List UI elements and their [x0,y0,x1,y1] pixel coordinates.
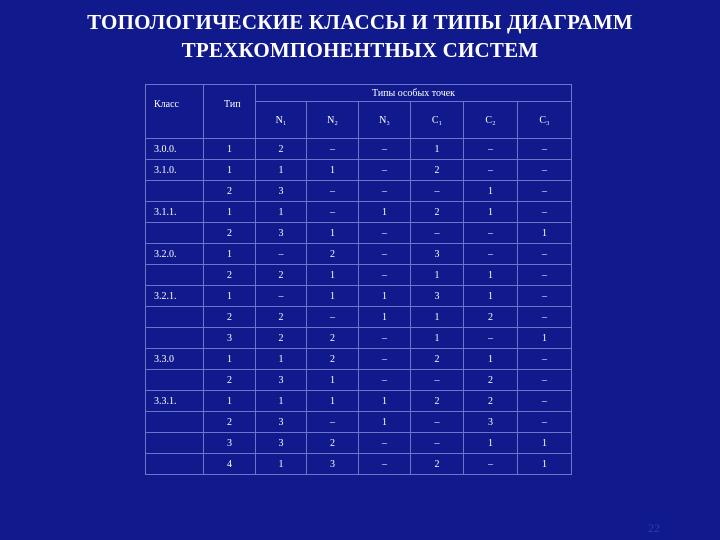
column-header: N₃ [359,102,411,139]
class-cell [146,370,204,391]
type-cell: 1 [204,349,256,370]
value-cell: 3 [307,454,359,475]
value-cell: 1 [256,202,307,223]
value-cell: 1 [307,286,359,307]
value-cell: – [411,223,464,244]
value-cell: – [518,202,572,223]
table-row [146,433,572,454]
value-cell: – [411,181,464,202]
table-row [146,139,572,160]
value-cell: – [411,370,464,391]
header-type: Тип [204,85,256,139]
value-cell: – [518,307,572,328]
value-cell: 3 [411,286,464,307]
table-row [146,181,572,202]
page-number: 22 [648,521,660,535]
table-row [146,244,572,265]
value-cell: 1 [518,223,572,244]
type-cell: 4 [204,454,256,475]
value-cell: – [518,265,572,286]
value-cell: 3 [256,181,307,202]
value-cell: 2 [256,139,307,160]
table-row [146,265,572,286]
type-cell: 2 [204,370,256,391]
type-cell: 3 [204,433,256,454]
table-row [146,370,572,391]
value-cell: – [464,223,518,244]
value-cell: 2 [464,307,518,328]
value-cell: 3 [256,370,307,391]
type-cell: 2 [204,265,256,286]
class-cell: 3.3.0 [146,349,204,370]
table-row [146,223,572,244]
table-row [146,454,572,475]
value-cell: 1 [256,454,307,475]
class-cell [146,223,204,244]
type-cell: 2 [204,412,256,433]
value-cell: – [518,181,572,202]
value-cell: 1 [411,328,464,349]
table-row [146,307,572,328]
value-cell: – [359,370,411,391]
value-cell: – [359,328,411,349]
value-cell: – [411,433,464,454]
value-cell: – [307,202,359,223]
column-header: C₂ [464,102,518,139]
value-cell: – [359,244,411,265]
value-cell: – [256,286,307,307]
table-row [146,412,572,433]
value-cell: – [464,244,518,265]
header-singular-points: Типы особых точек [256,85,572,102]
value-cell: 1 [464,181,518,202]
class-cell [146,454,204,475]
table-row [146,160,572,181]
value-cell: 1 [256,391,307,412]
value-cell: – [464,454,518,475]
class-cell [146,433,204,454]
value-cell: 2 [307,349,359,370]
value-cell: – [256,244,307,265]
value-cell: – [464,160,518,181]
value-cell: 2 [307,433,359,454]
type-cell: 2 [204,181,256,202]
table-row [146,202,572,223]
class-cell: 3.1.0. [146,160,204,181]
value-cell: 3 [256,223,307,244]
value-cell: – [359,433,411,454]
value-cell: 1 [518,433,572,454]
value-cell: 2 [307,328,359,349]
value-cell: 2 [256,328,307,349]
value-cell: – [464,328,518,349]
value-cell: – [359,160,411,181]
value-cell: – [359,181,411,202]
type-cell: 1 [204,139,256,160]
class-cell: 3.3.1. [146,391,204,412]
value-cell: 1 [359,202,411,223]
value-cell: 1 [256,349,307,370]
table-row [146,391,572,412]
value-cell: – [518,160,572,181]
value-cell: – [359,454,411,475]
value-cell: 1 [307,223,359,244]
value-cell: – [307,307,359,328]
value-cell: 1 [518,328,572,349]
class-cell: 3.2.1. [146,286,204,307]
class-cell: 3.2.0. [146,244,204,265]
value-cell: 2 [411,160,464,181]
value-cell: 1 [464,265,518,286]
value-cell: 1 [411,139,464,160]
value-cell: – [518,391,572,412]
type-cell: 1 [204,244,256,265]
column-header: C₃ [518,102,572,139]
column-header: N₁ [256,102,307,139]
value-cell: 2 [464,370,518,391]
value-cell: 1 [411,265,464,286]
value-cell: 3 [464,412,518,433]
column-header: N₂ [307,102,359,139]
class-cell [146,328,204,349]
value-cell: 2 [256,307,307,328]
table-row [146,349,572,370]
value-cell: 2 [411,202,464,223]
value-cell: 1 [359,412,411,433]
value-cell: 1 [464,286,518,307]
value-cell: – [518,244,572,265]
value-cell: – [359,349,411,370]
value-cell: – [411,412,464,433]
class-cell [146,181,204,202]
value-cell: – [307,412,359,433]
class-cell [146,265,204,286]
value-cell: – [359,139,411,160]
class-cell: 3.0.0. [146,139,204,160]
value-cell: – [518,139,572,160]
value-cell: 1 [359,307,411,328]
value-cell: – [518,286,572,307]
value-cell: 2 [411,349,464,370]
type-cell: 2 [204,223,256,244]
value-cell: 1 [464,202,518,223]
table-row [146,328,572,349]
class-cell [146,412,204,433]
value-cell: 1 [307,370,359,391]
value-cell: 1 [464,433,518,454]
value-cell: – [359,265,411,286]
type-cell: 2 [204,307,256,328]
value-cell: 2 [256,265,307,286]
value-cell: 2 [307,244,359,265]
type-cell: 1 [204,286,256,307]
value-cell: 2 [411,391,464,412]
type-cell: 1 [204,160,256,181]
value-cell: 1 [307,391,359,412]
table-row [146,286,572,307]
value-cell: 1 [464,349,518,370]
title-line-1: ТОПОЛОГИЧЕСКИЕ КЛАССЫ И ТИПЫ ДИАГРАММ [87,10,633,34]
value-cell: 1 [518,454,572,475]
value-cell: 1 [307,160,359,181]
value-cell: 3 [411,244,464,265]
value-cell: 3 [256,433,307,454]
value-cell: – [307,139,359,160]
value-cell: – [518,349,572,370]
column-header: C₁ [411,102,464,139]
value-cell: – [518,370,572,391]
type-cell: 1 [204,202,256,223]
value-cell: 1 [307,265,359,286]
value-cell: 1 [411,307,464,328]
table-body [146,139,572,475]
value-cell: 1 [359,391,411,412]
value-cell: 2 [411,454,464,475]
value-cell: – [464,139,518,160]
class-cell [146,307,204,328]
type-cell: 3 [204,328,256,349]
header-class: Класс [146,85,204,139]
value-cell: 1 [256,160,307,181]
value-cell: 2 [464,391,518,412]
classes-table [145,84,572,475]
type-cell: 1 [204,391,256,412]
slide-title [0,8,720,64]
value-cell: 3 [256,412,307,433]
value-cell: – [518,412,572,433]
class-cell: 3.1.1. [146,202,204,223]
value-cell: – [307,181,359,202]
title-line-2: ТРЕХКОМПОНЕНТНЫХ СИСТЕМ [181,38,539,62]
value-cell: – [359,223,411,244]
value-cell: 1 [359,286,411,307]
